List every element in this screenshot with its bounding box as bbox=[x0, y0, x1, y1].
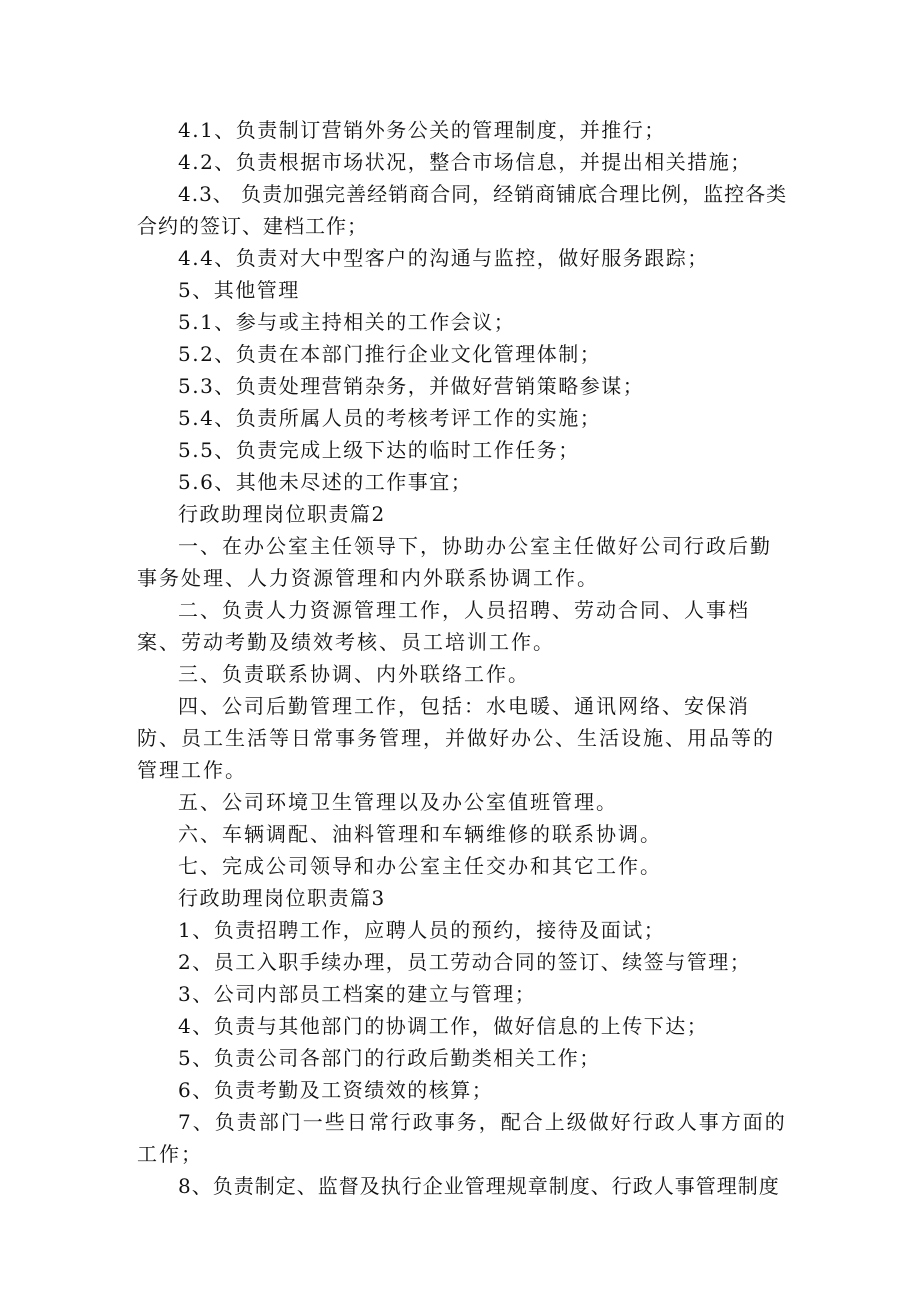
document-body bbox=[137, 114, 791, 1202]
numbered-item-1: 1、负责招聘工作，应聘人员的预约，接待及面试； bbox=[178, 918, 666, 942]
duty-item-4: 四、公司后勤管理工作，包括：水电暖、通讯网络、安保消防、员工生活等日常事务管理，并做好办公、生活设施、用品等的管理工作。 bbox=[137, 694, 775, 782]
paragraph-5-1: 5.1、参与或主持相关的工作会议； bbox=[178, 310, 516, 334]
numbered-item-7: 7、负责部门一些日常行政事务，配合上级做好行政人事方面的工作； bbox=[137, 1110, 787, 1166]
section-title-3: 行政助理岗位职责篇3 bbox=[178, 886, 386, 910]
paragraph-5-6: 5.6、其他未尽述的工作事宜； bbox=[178, 470, 473, 494]
paragraph-4-2: 4.2、负责根据市场状况，整合市场信息，并提出相关措施； bbox=[178, 150, 752, 174]
paragraph-4-3: 4.3、 负责加强完善经销商合同，经销商铺底合理比例，监控各类合约的签订、建档工作； bbox=[137, 182, 788, 238]
numbered-item-8: 8、负责制定、监督及执行企业管理规章制度、行政人事管理制度 bbox=[178, 1174, 780, 1198]
paragraph-5-3: 5.3、负责处理营销杂务，并做好营销策略参谋； bbox=[178, 374, 645, 398]
numbered-item-2: 2、员工入职手续办理，员工劳动合同的签订、续签与管理； bbox=[178, 950, 752, 974]
section-5-heading: 5、其他管理 bbox=[178, 278, 300, 302]
numbered-item-3: 3、公司内部员工档案的建立与管理； bbox=[178, 982, 537, 1006]
numbered-item-6: 6、负责考勤及工资绩效的核算； bbox=[178, 1078, 494, 1102]
duty-item-1: 一、在办公室主任领导下，协助办公室主任做好公司行政后勤事务处理、人力资源管理和内外联系协调工作。 bbox=[137, 534, 772, 590]
section-title-2: 行政助理岗位职责篇2 bbox=[178, 502, 386, 526]
paragraph-5-5: 5.5、负责完成上级下达的临时工作任务； bbox=[178, 438, 580, 462]
duty-item-7: 七、完成公司领导和办公室主任交办和其它工作。 bbox=[178, 854, 662, 878]
duty-item-5: 五、公司环境卫生管理以及办公室值班管理。 bbox=[178, 790, 618, 814]
paragraph-4-1: 4.1、负责制订营销外务公关的管理制度，并推行； bbox=[178, 118, 666, 142]
duty-item-2: 二、负责人力资源管理工作，人员招聘、劳动合同、人事档案、劳动考勤及绩效考核、员工培训工作。 bbox=[137, 598, 750, 654]
numbered-item-5: 5、负责公司各部门的行政后勤类相关工作； bbox=[178, 1046, 601, 1070]
numbered-item-4: 4、负责与其他部门的协调工作，做好信息的上传下达； bbox=[178, 1014, 709, 1038]
paragraph-4-4: 4.4、负责对大中型客户的沟通与监控，做好服务跟踪； bbox=[178, 246, 709, 270]
duty-item-6: 六、车辆调配、油料管理和车辆维修的联系协调。 bbox=[178, 822, 662, 846]
duty-item-3: 三、负责联系协调、内外联络工作。 bbox=[178, 662, 530, 686]
paragraph-5-4: 5.4、负责所属人员的考核考评工作的实施； bbox=[178, 406, 602, 430]
paragraph-5-2: 5.2、负责在本部门推行企业文化管理体制； bbox=[178, 342, 602, 366]
